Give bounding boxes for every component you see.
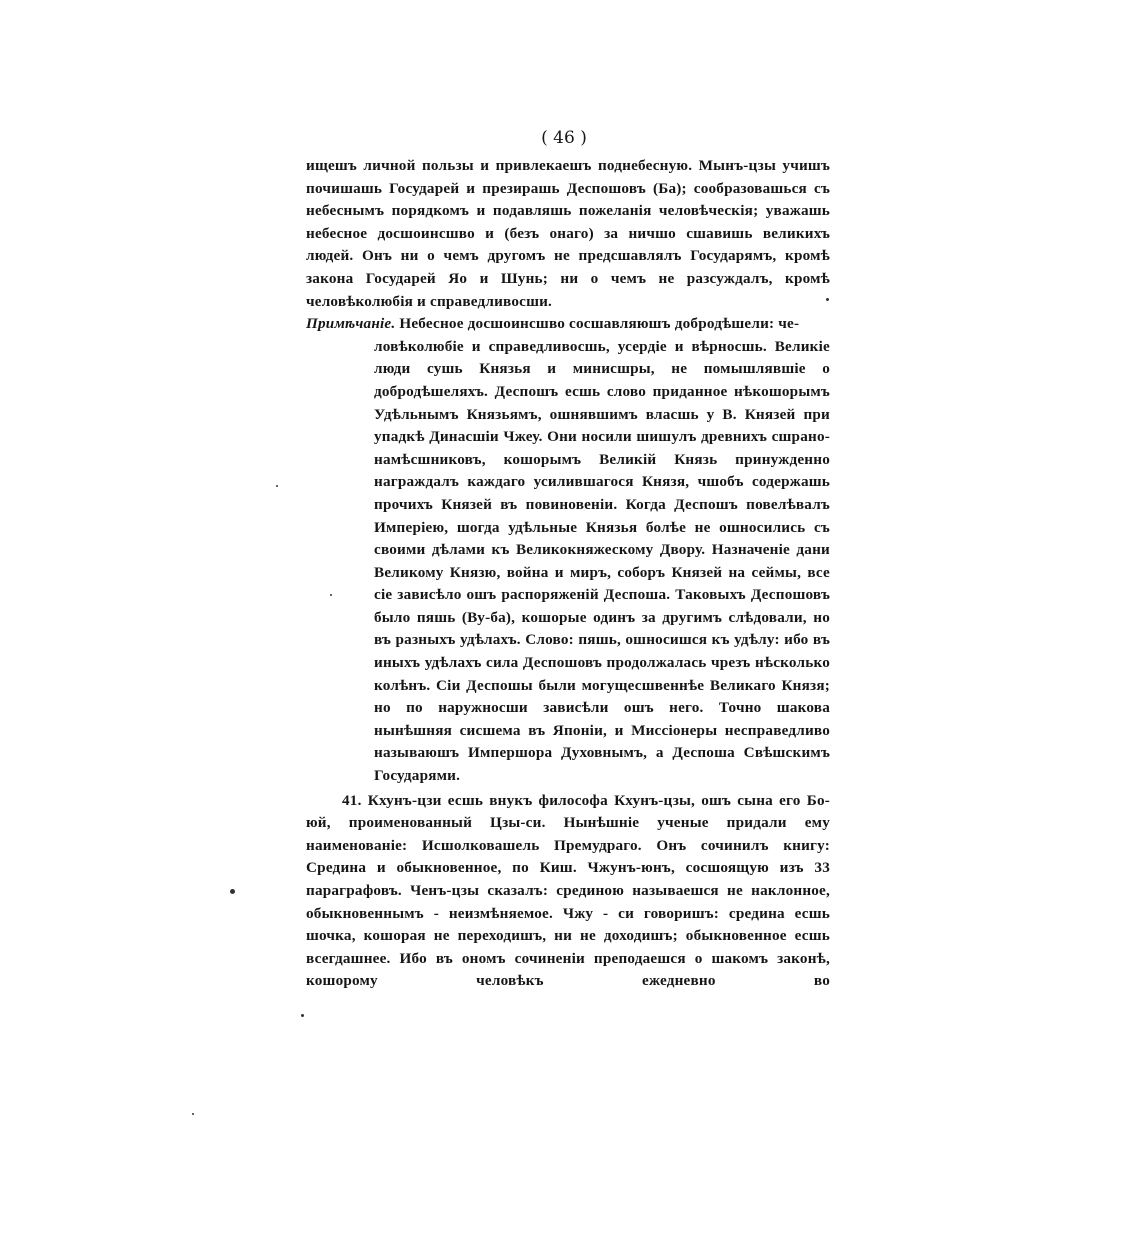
- paragraph-top: ищешъ личной пользы и привлекаешъ поднебесную. Мынъ-цзы учишъ почишашь Государей и презирашь Деспошовъ (Ба); сообразовашься съ небеснымъ порядкомъ и подавляшь пожеланія человѣческія; уважашь небесное досшоинсшво и (безъ онаго) за ничшо сшавишь великихъ людей. Онъ ни о чемъ другомъ не предсшавлялъ Государямъ, кромѣ закона Государей Яо и Шунь; ни о чемъ не разсуждалъ, кромѣ человѣколюбія и справедливосши.: [306, 157, 830, 310]
- print-speck: [230, 889, 235, 894]
- note-first-line: [306, 313, 830, 336]
- print-speck: [301, 1014, 304, 1017]
- paragraph-41: 41. Кхунъ-цзи есшь внукъ философа Кхунъ-цзы, ошъ сына его Бо-юй, проименованный Цзы-си. Нынѣшніе ученые придали ему наименованіе: Исшолковашель Премудраго. Онъ сочинилъ книгу: Средина и обыкновенное, по Киш. Чжунъ-юнъ, сосшоящую изъ 33 параграфовъ. Ченъ-цзы сказалъ: срединою называешся не наклонное, обыкновеннымъ - неизмѣняемое. Чжу - си говоришъ: средина есшь шочка, кошорая не переходишъ, ни не доходишъ; обыкновенное есшь всегдашнее. Ибо въ ономъ сочиненіи преподаешся о шакомъ законѣ, кошорому человѣкъ ежедневно во: [306, 791, 830, 990]
- print-speck: [192, 1113, 194, 1115]
- text-block: [306, 155, 830, 993]
- page-number: ( 46 ): [541, 128, 587, 148]
- note-first-line-text: Небесное досшоинсшво сосшавляюшъ добродѣшели: че-: [399, 315, 800, 333]
- note-body: ловѣколюбіе и справедливосшь, усердіе и вѣрносшь. Великіе люди сушь Князья и минисшры, не помышлявшіе о добродѣшеляхъ. Деспошъ есшь слово приданное нѣкошорымъ Удѣльнымъ Князьямъ, ошнявшимъ власшь у В. Князей при упадкѣ Динасшіи Чжеу. Они носили шишулъ древнихъ сшрано-намѣсшниковъ, кошорымъ Великій Князь принужденно награждалъ каждаго усилившагося Князя, чшобъ содержашь прочихъ Князей въ повиновеніи. Когда Деспошъ повелѣвалъ Имперіею, шогда удѣльные Князья болѣе не ошносились съ своими дѣлами къ Великокняжескому Двору. Назначеніе дани Великому Князю, война и миръ, соборъ Князей на сеймы, все сіе зависѣло ошъ распоряженій Деспоша. Таковыхъ Деспошовъ было пяшь (Ву-ба), кошорые одинъ за другимъ слѣдовали, но въ разныхъ удѣлахъ. Слово: пяшь, ошносишся къ удѣлу: ибо въ иныхъ удѣлахъ сила Деспошовъ продолжалась чрезъ нѣсколько колѣнъ. Сіи Деспошы были могущесшвеннѣе Великаго Князя; но по наружносши зависѣли ошъ него. Точно шакова нынѣшняя сисшема въ Японіи, и Миссіонеры несправедливо называюшъ Импершора Духовнымъ, а Деспоша Свѣшскимъ Государями.: [374, 337, 830, 785]
- note-label: Примѣчаніе.: [306, 315, 396, 333]
- print-speck: [826, 298, 829, 301]
- print-speck: [276, 485, 278, 487]
- print-speck: [330, 594, 332, 596]
